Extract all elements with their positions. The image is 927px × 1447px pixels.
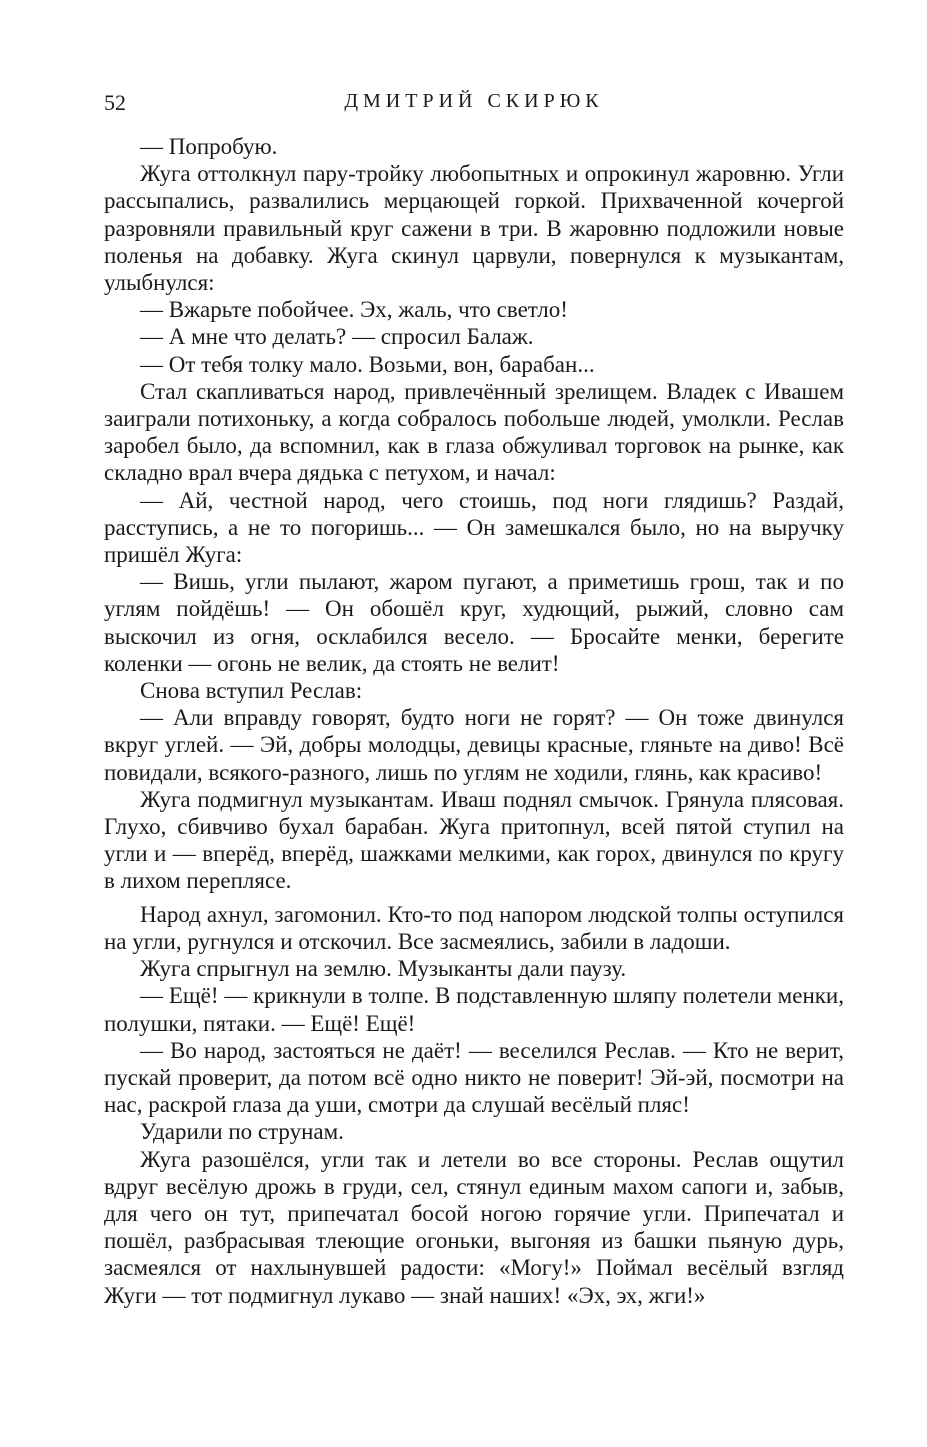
- body-text: [104, 133, 844, 1309]
- paragraph: Снова вступил Реслав:: [140, 678, 363, 704]
- paragraph: — Во народ, застояться не даёт! — веселился Реслав. — Кто не верит, пускай проверит, да потом всё одно никто не поверит! Эй-эй, посмотри на нас, раскрой глаза да уши, смотри да слушай весёлый пляс!: [104, 1037, 844, 1118]
- paragraph: — От тебя толку мало. Возьми, вон, барабан...: [140, 351, 595, 377]
- paragraph: Народ ахнул, загомонил. Кто-то под напором людской толпы оступился на угли, ругнулся и отскочил. Все засмеялись, забили в ладоши.: [104, 901, 844, 954]
- paragraph: Ударили по струнам.: [140, 1119, 344, 1145]
- page-header: [104, 90, 844, 120]
- page-number: 52: [104, 90, 126, 115]
- paragraph: Жуга подмигнул музыкантам. Иваш поднял смычок. Грянула плясовая. Глухо, сбивчиво бухал барабан. Жуга притопнул, всей пятой ступил на угли и — вперёд, вперёд, шажками мелкими, как горох, двинулся по кругу в лихом переплясе.: [104, 786, 844, 894]
- paragraph: Жуга спрыгнул на землю. Музыканты дали паузу.: [140, 956, 627, 982]
- paragraph: — Али вправду говорят, будто ноги не горят? — Он тоже двинулся вкруг углей. — Эй, добры молодцы, девицы красные, гляньте на диво! Всё повидали, всякого-разного, лишь по углям не ходили, глянь, как красиво!: [104, 705, 844, 785]
- paragraph: — Вжарьте побойчее. Эх, жаль, что светло!: [140, 297, 568, 323]
- running-head: ДМИТРИЙ СКИРЮК: [344, 90, 604, 112]
- paragraph: Жуга оттолкнул пару-тройку любопытных и опрокинул жаровню. Угли рассыпались, развалились мерцающей горкой. Прихваченной кочергой разровняли правильный круг сажени в три. В жаровню подложили новые поленья на добавку. Жуга скинул царвули, повернулся к музыкантам, улыбнулся:: [104, 161, 844, 296]
- paragraph: — А мне что делать? — спросил Балаж.: [140, 324, 534, 350]
- paragraph: — Попробую.: [140, 134, 278, 159]
- paragraph: — Ай, честной народ, чего стоишь, под ноги глядишь? Раздай, расступись, а не то погоришь... — Он замешкался было, но на выручку пришёл Жуга:: [104, 487, 844, 568]
- paragraph: — Вишь, угли пылают, жаром пугают, а приметишь грош, так и по углям пойдёшь! — Он обошёл круг, худющий, рыжий, словно сам выскочил из огня, осклабился весело. — Бросайте менки, берегите коленки — огонь не велик, да стоять не велит!: [104, 569, 844, 676]
- paragraph: Стал скапливаться народ, привлечённый зрелищем. Владек с Ивашем заиграли потихоньку, а когда собралось побольше людей, умолкли. Реслав заробел было, да вспомнил, как в глаза обжуливал торговок на рынке, как складно врал вчера дядька с петухом, и начал:: [104, 378, 844, 486]
- paragraph: Жуга разошёлся, угли так и летели во все стороны. Реслав ощутил вдруг весёлую дрожь в груди, сел, стянул единым махом сапоги и, забыв, для чего он тут, припечатал босой ногою горячие угли. Припечатал и пошёл, разбрасывая тлеющие огоньки, выгоняя из башки пьяную дурь, засмеялся от нахлынувшей радости: «Могу!» Поймал весёлый взгляд Жуги — тот подмигнул лукаво — знай наших! «Эх, эх, жги!»: [104, 1146, 844, 1308]
- paragraph: — Ещё! — крикнули в толпе. В подставленную шляпу полетели менки, полушки, пятаки. — Ещё! Ещё!: [104, 983, 844, 1036]
